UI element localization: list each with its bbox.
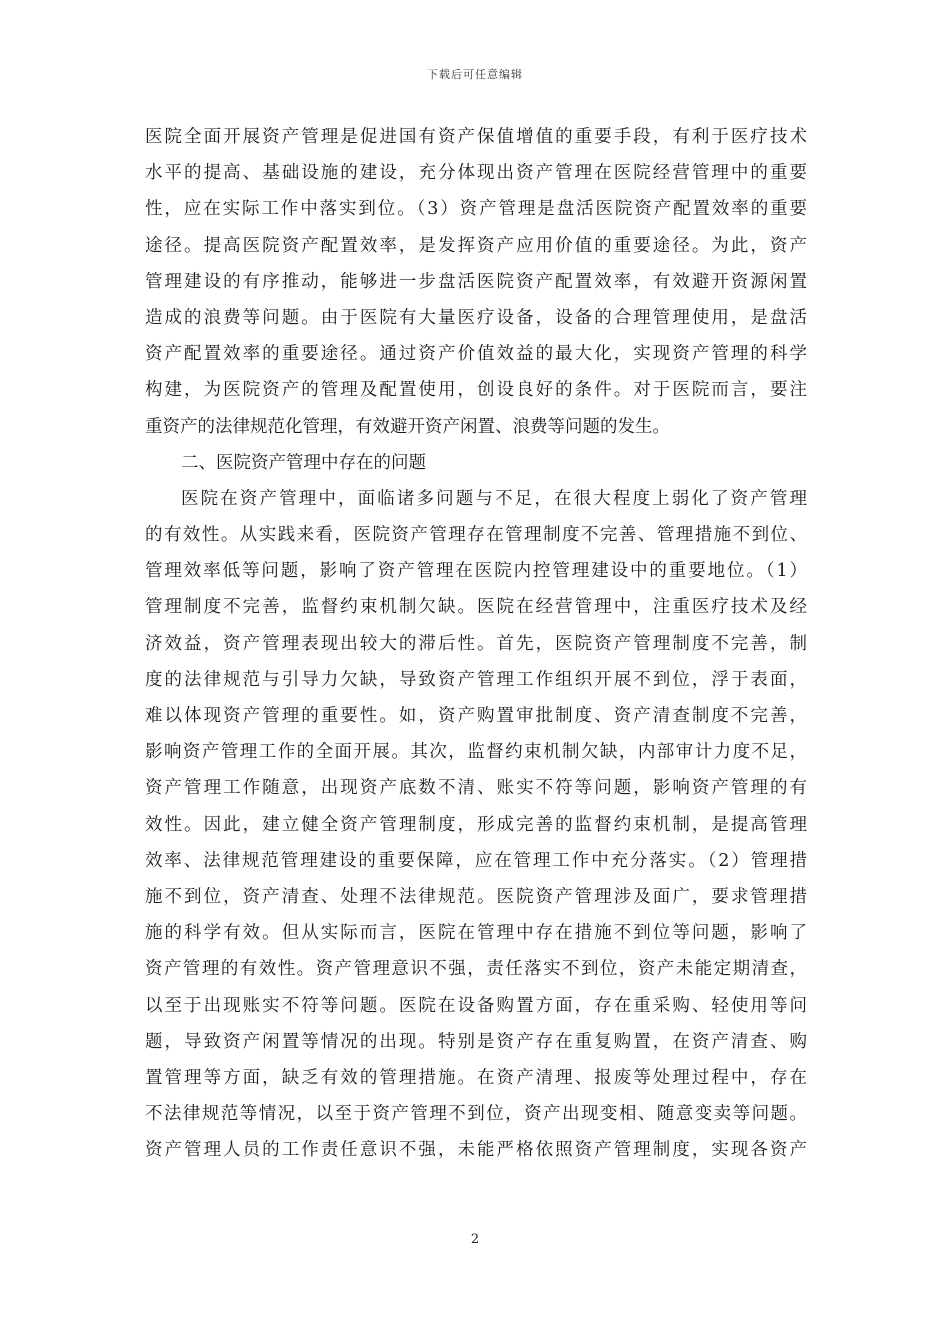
text-line: 性，应在实际工作中落实到位。（3）资产管理是盘活医院资产配置效率的重要 bbox=[145, 199, 807, 220]
text-line: 管理制度不完善，监督约束机制欠缺。医院在经营管理中，注重医疗技术及经 bbox=[145, 597, 807, 618]
text-line: 医院在资产管理中，面临诸多问题与不足，在很大程度上弱化了资产管理 bbox=[181, 488, 807, 509]
text-line: 济效益，资产管理表现出较大的滞后性。首先，医院资产管理制度不完善，制 bbox=[145, 633, 807, 654]
text-line: 重资产的法律规范化管理，有效避开资产闲置、浪费等问题的发生。 bbox=[145, 416, 670, 437]
text-line: 资产管理的有效性。资产管理意识不强，责任落实不到位，资产未能定期清查， bbox=[145, 959, 807, 980]
text-line: 效性。因此，建立健全资产管理制度，形成完善的监督约束机制，是提高管理 bbox=[145, 814, 807, 835]
text-line: 效率、法律规范管理建设的重要保障，应在管理工作中充分落实。（2）管理措 bbox=[145, 850, 807, 871]
text-line: 医院全面开展资产管理是促进国有资产保值增值的重要手段，有利于医疗技术 bbox=[145, 127, 807, 147]
text-line: 资产管理工作随意，出现资产底数不清、账实不符等问题，影响资产管理的有 bbox=[145, 778, 807, 799]
text-line: 造成的浪费等问题。由于医院有大量医疗设备，设备的合理管理使用，是盘活 bbox=[145, 307, 807, 328]
text-line: 难以体现资产管理的重要性。如，资产购置审批制度、资产清查制度不完善， bbox=[145, 706, 807, 726]
text-line: 管理效率低等问题，影响了资产管理在医院内控管理建设中的重要地位。（1） bbox=[145, 561, 807, 582]
text-line: 影响资产管理工作的全面开展。其次，监督约束机制欠缺，内部审计力度不足， bbox=[145, 742, 807, 763]
text-line: 题，导致资产闲置等情况的出现。特别是资产存在重复购置，在资产清查、购 bbox=[145, 1031, 807, 1052]
text-line: 置管理等方面，缺乏有效的管理措施。在资产清理、报废等处理过程中，存在 bbox=[145, 1067, 807, 1088]
page-header: 下载后可任意编辑 bbox=[427, 68, 523, 81]
text-line: 施的科学有效。但从实际而言，医院在管理中存在措施不到位等问题，影响了 bbox=[145, 923, 807, 944]
text-line: 的有效性。从实践来看，医院资产管理存在管理制度不完善、管理措施不到位、 bbox=[145, 525, 807, 546]
text-line: 不法律规范等情况，以至于资产管理不到位，资产出现变相、随意变卖等问题。 bbox=[145, 1104, 807, 1125]
text-line: 度的法律规范与引导力欠缺，导致资产管理工作组织开展不到位，浮于表面， bbox=[145, 669, 807, 690]
text-line: 资产配置效率的重要途径。通过资产价值效益的最大化，实现资产管理的科学 bbox=[145, 344, 807, 365]
text-line: 水平的提高、基础设施的建设，充分体现出资产管理在医院经营管理中的重要 bbox=[145, 163, 807, 184]
text-line: 管理建设的有序推动，能够进一步盘活医院资产配置效率，有效避开资源闲置 bbox=[145, 271, 807, 292]
document-body bbox=[145, 119, 807, 1168]
text-line: 施不到位，资产清查、处理不法律规范。医院资产管理涉及面广，要求管理措 bbox=[145, 886, 807, 907]
text-line: 构建，为医院资产的管理及配置使用，创设良好的条件。对于医院而言，要注 bbox=[145, 380, 807, 401]
section-heading: 二、医院资产管理中存在的问题 bbox=[181, 452, 426, 473]
page-number: 2 bbox=[470, 1232, 480, 1247]
text-line: 途径。提高医院资产配置效率，是发挥资产应用价值的重要途径。为此，资产 bbox=[145, 235, 807, 256]
text-line: 以至于出现账实不符等问题。医院在设备购置方面，存在重采购、轻使用等问 bbox=[145, 995, 807, 1016]
text-line: 资产管理人员的工作责任意识不强，未能严格依照资产管理制度，实现各资产 bbox=[145, 1140, 807, 1161]
